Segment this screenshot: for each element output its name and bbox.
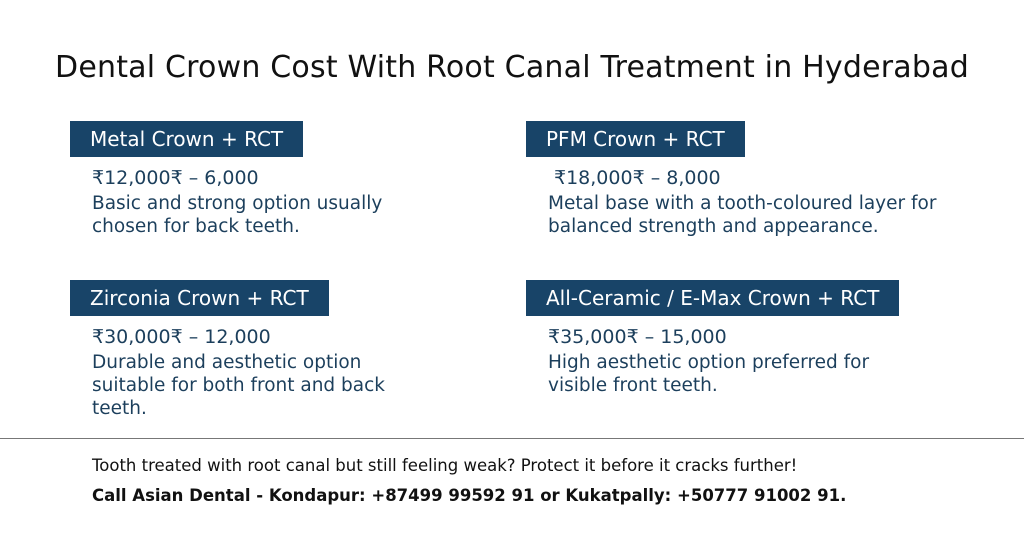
footer-contact: Call Asian Dental - Kondapur: +87499 99592 91 or Kukatpally: +50777 91002 91. [92, 486, 847, 505]
card-label: Zirconia Crown + RCT [70, 280, 329, 316]
card-price: ₹30,000₹ – 12,000 [92, 326, 271, 348]
footer-message: Tooth treated with root canal but still feeling weak? Protect it before it cracks further! [92, 456, 798, 475]
card-price: ₹12,000₹ – 6,000 [92, 167, 259, 189]
card-description: Metal base with a tooth-coloured layer for balanced strength and appearance. [548, 193, 937, 237]
card-price: ₹35,000₹ – 15,000 [548, 326, 727, 348]
card-metal-crown [70, 121, 430, 238]
divider [0, 438, 1024, 439]
page-title: Dental Crown Cost With Root Canal Treatment in Hyderabad [55, 50, 969, 85]
card-price: ₹18,000₹ – 8,000 [554, 167, 721, 189]
card-pfm-crown [526, 121, 966, 238]
card-label: All-Ceramic / E-Max Crown + RCT [526, 280, 899, 316]
card-all-ceramic-crown [526, 280, 966, 397]
card-description: High aesthetic option preferred for visible front teeth. [548, 352, 870, 396]
card-label: Metal Crown + RCT [70, 121, 303, 157]
card-description: Durable and aesthetic option suitable for both front and back teeth. [92, 352, 386, 419]
card-description: Basic and strong option usually chosen for back teeth. [92, 193, 383, 237]
card-zirconia-crown [70, 280, 430, 420]
card-label: PFM Crown + RCT [526, 121, 745, 157]
